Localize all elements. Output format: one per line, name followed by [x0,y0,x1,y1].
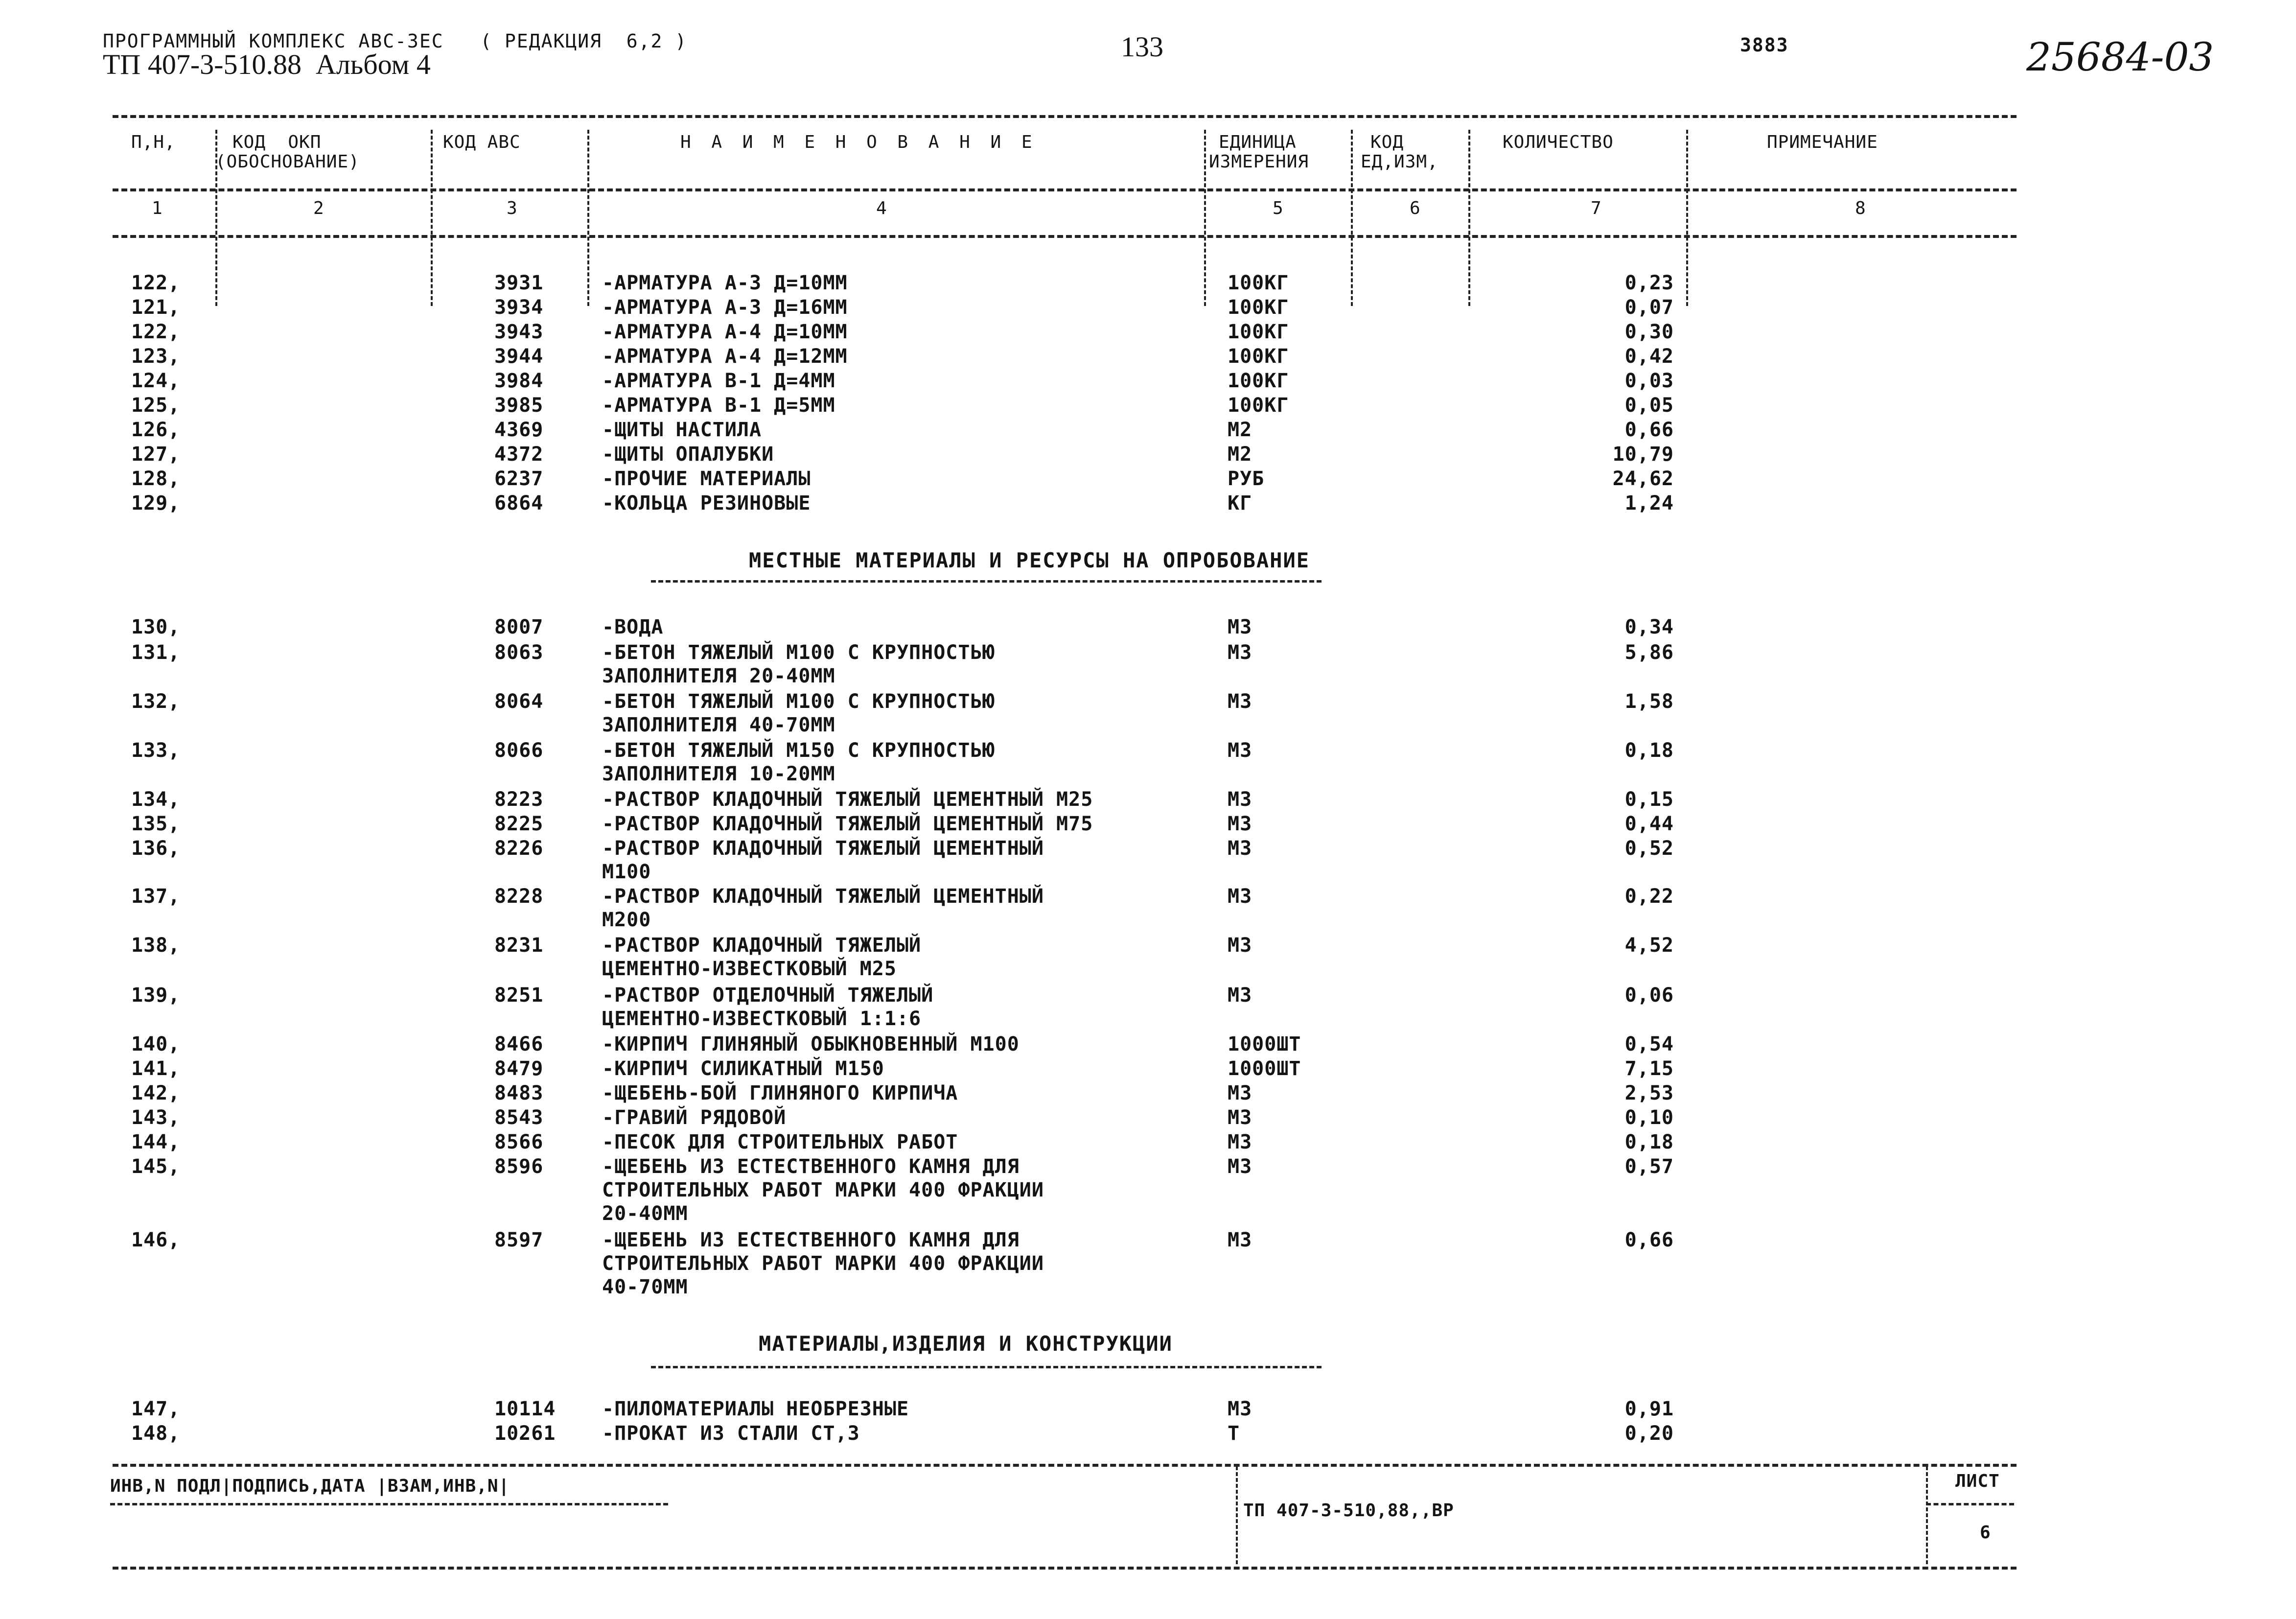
col-header-note: ПРИМЕЧАНИЕ [1767,132,1878,152]
row-quantity: 0,10 [1624,1106,1674,1129]
row-abc-code: 8064 [494,690,544,713]
col-header-unit-2: ИЗМЕРЕНИЯ [1209,152,1309,172]
row-unit: 100КГ [1228,272,1289,294]
row-abc-code: 8066 [494,739,544,762]
row-unit: М3 [1228,788,1252,811]
row-name-line: М100 [602,861,651,883]
row-number: 143, [131,1106,181,1129]
row-name-line: М200 [602,909,651,931]
row-quantity: 0,22 [1624,885,1674,908]
row-quantity: 0,44 [1624,813,1674,835]
page-number: 133 [1121,31,1163,63]
project-title: ТП 407-3-510.88 Альбом 4 [103,48,431,80]
row-quantity: 0,42 [1624,345,1674,368]
row-name-line: -БЕТОН ТЯЖЕЛЫЙ М100 С КРУПНОСТЬЮ [602,690,995,713]
row-unit: М3 [1228,1082,1252,1104]
row-quantity: 10,79 [1612,443,1674,466]
table-row [0,616,2296,640]
row-unit: 100КГ [1228,345,1289,368]
col-number-6: 6 [1410,198,1421,218]
row-name-line: -КИРПИЧ ГЛИНЯНЫЙ ОБЫКНОВЕННЫЙ М100 [602,1033,1020,1056]
row-quantity: 0,91 [1624,1398,1674,1420]
col-number-1: 1 [152,198,163,218]
table-row [0,1422,2296,1447]
section-underline [651,1366,1322,1368]
col-number-2: 2 [313,198,325,218]
row-name-line: -ЩЕБЕНЬ ИЗ ЕСТЕСТВЕННОГО КАМНЯ ДЛЯ [602,1155,1020,1178]
row-unit: М3 [1228,837,1252,860]
table-row [0,1082,2296,1106]
table-row [0,1229,2296,1298]
row-quantity: 7,15 [1624,1057,1674,1080]
row-number: 125, [131,394,181,417]
table-row [0,321,2296,345]
table-top-rule [113,115,2017,118]
row-abc-code: 8225 [494,813,544,835]
row-unit: РУБ [1228,468,1265,490]
row-quantity: 0,23 [1624,272,1674,294]
row-number: 129, [131,492,181,515]
row-abc-code: 8479 [494,1057,544,1080]
row-unit: М3 [1228,984,1252,1007]
row-quantity: 0,05 [1624,394,1674,417]
row-number: 139, [131,984,181,1007]
row-name-line: -КИРПИЧ СИЛИКАТНЫЙ М150 [602,1057,884,1080]
row-quantity: 0,07 [1624,296,1674,319]
row-unit: 100КГ [1228,321,1289,343]
table-row [0,813,2296,837]
row-name-line: -ВОДА [602,616,664,638]
col-number-7: 7 [1591,198,1602,218]
row-unit: М3 [1228,1155,1252,1178]
row-quantity: 0,52 [1624,837,1674,860]
col-header-unitcode-1: КОД [1370,132,1404,152]
row-abc-code: 8566 [494,1131,544,1153]
row-abc-code: 8226 [494,837,544,860]
table-row [0,492,2296,516]
stamp-doc-code: ТП 407-3-510,88,,ВР [1243,1501,1454,1521]
row-name-line: ЗАПОЛНИТЕЛЯ 10-20ММ [602,763,835,785]
row-name: -КОЛЬЦА РЕЗИНОВЫЕ [602,492,811,515]
stamp-left-rule [110,1503,668,1505]
row-number: 141, [131,1057,181,1080]
row-abc-code: 8223 [494,788,544,811]
col-header-abc: КОД АВС [443,132,521,152]
row-quantity: 5,86 [1624,641,1674,664]
row-unit: КГ [1228,492,1252,515]
row-abc-code: 8543 [494,1106,544,1129]
row-number: 127, [131,443,181,466]
row-abc-code: 8466 [494,1033,544,1056]
stamp-sep [1236,1466,1238,1564]
row-unit: 1000ШТ [1228,1057,1301,1080]
row-name-line: 40-70ММ [602,1276,688,1298]
row-unit: М3 [1228,1106,1252,1129]
row-number: 131, [131,641,181,664]
row-number: 126, [131,419,181,441]
table-row [0,345,2296,370]
row-unit: М3 [1228,885,1252,908]
row-quantity: 4,52 [1624,934,1674,957]
table-row [0,984,2296,1030]
col-number-8: 8 [1855,198,1866,218]
row-number: 123, [131,345,181,368]
row-name: -АРМАТУРА А-4 Д=10ММ [602,321,848,343]
table-row [0,1398,2296,1422]
row-name-line: -ЩЕБЕНЬ ИЗ ЕСТЕСТВЕННОГО КАМНЯ ДЛЯ [602,1229,1020,1251]
stamp-sheet-rule [1926,1503,2014,1505]
table-row [0,370,2296,394]
row-name: -ПРОКАТ ИЗ СТАЛИ СТ,3 [602,1422,860,1445]
col-header-okp-2: (ОБОСНОВАНИЕ) [215,152,360,172]
row-unit: 1000ШТ [1228,1033,1301,1056]
row-number: 140, [131,1033,181,1056]
row-name: -АРМАТУРА А-3 Д=10ММ [602,272,848,294]
stamp-sheet-number: 6 [1980,1523,1991,1543]
row-name-line: -ГРАВИЙ РЯДОВОЙ [602,1106,787,1129]
row-name: -АРМАТУРА В-1 Д=4ММ [602,370,835,392]
table-row [0,1155,2296,1225]
row-abc-code: 3931 [494,272,544,294]
stamp-sheet-label: ЛИСТ [1955,1471,2000,1491]
row-number: 121, [131,296,181,319]
row-quantity: 0,18 [1624,739,1674,762]
table-row [0,296,2296,321]
row-abc-code: 8063 [494,641,544,664]
row-abc-code: 3984 [494,370,544,392]
row-number: 138, [131,934,181,957]
row-number: 146, [131,1229,181,1251]
row-unit: М3 [1228,934,1252,957]
row-quantity: 0,20 [1624,1422,1674,1445]
row-unit: 100КГ [1228,370,1289,392]
row-number: 134, [131,788,181,811]
table-row [0,885,2296,931]
row-name-line: -РАСТВОР ОТДЕЛОЧНЫЙ ТЯЖЕЛЫЙ [602,984,934,1007]
row-name-line: -РАСТВОР КЛАДОЧНЫЙ ТЯЖЕЛЫЙ ЦЕМЕНТНЫЙ [602,885,1044,908]
table-row [0,788,2296,813]
row-name-line: -БЕТОН ТЯЖЕЛЫЙ М100 С КРУПНОСТЬЮ [602,641,995,664]
row-unit: М3 [1228,739,1252,762]
row-unit: М2 [1228,419,1252,441]
row-abc-code: 8597 [494,1229,544,1251]
row-abc-code: 6864 [494,492,544,515]
row-unit: М3 [1228,813,1252,835]
col-header-unit-1: ЕДИНИЦА [1219,132,1297,152]
page-code: 3883 [1740,34,1789,56]
row-quantity: 0,54 [1624,1033,1674,1056]
row-name-line: -РАСТВОР КЛАДОЧНЫЙ ТЯЖЕЛЫЙ ЦЕМЕНТНЫЙ [602,837,1044,860]
table-row [0,690,2296,736]
table-row [0,1057,2296,1082]
row-number: 132, [131,690,181,713]
row-number: 136, [131,837,181,860]
row-number: 122, [131,272,181,294]
table-row [0,1131,2296,1155]
row-number: 145, [131,1155,181,1178]
row-number: 137, [131,885,181,908]
row-name: -ЩИТЫ НАСТИЛА [602,419,762,441]
row-unit: М3 [1228,1398,1252,1420]
row-number: 135, [131,813,181,835]
row-name-line: -ПЕСОК ДЛЯ СТРОИТЕЛЬНЫХ РАБОТ [602,1131,958,1153]
row-quantity: 24,62 [1612,468,1674,490]
row-abc-code: 4372 [494,443,544,466]
table-row [0,1033,2296,1057]
handwritten-number: 25684-03 [2026,34,2214,80]
row-quantity: 0,03 [1624,370,1674,392]
row-abc-code: 10261 [494,1422,556,1445]
section-title-local-materials: МЕСТНЫЕ МАТЕРИАЛЫ И РЕСУРСЫ НА ОПРОБОВАНИЕ [749,548,1310,572]
row-name-line: ЦЕМЕНТНО-ИЗВЕСТКОВЫЙ М25 [602,958,897,980]
row-abc-code: 8228 [494,885,544,908]
col-header-qty: КОЛИЧЕСТВО [1503,132,1614,152]
row-unit: Т [1228,1422,1240,1445]
row-unit: М3 [1228,641,1252,664]
stamp-bottom-rule [113,1567,2017,1570]
header-mid-rule [113,188,2017,191]
stamp-top-rule [113,1464,2017,1467]
row-name: -АРМАТУРА А-4 Д=12ММ [602,345,848,368]
col-header-num: П,Н, [131,132,176,152]
row-quantity: 0,30 [1624,321,1674,343]
row-name-line: 20-40ММ [602,1202,688,1225]
row-unit: М3 [1228,1131,1252,1153]
row-unit: М3 [1228,616,1252,638]
section-underline [651,580,1322,583]
row-number: 124, [131,370,181,392]
row-quantity: 0,57 [1624,1155,1674,1178]
row-abc-code: 8596 [494,1155,544,1178]
row-name-line: -РАСТВОР КЛАДОЧНЫЙ ТЯЖЕЛЫЙ [602,934,922,957]
row-abc-code: 8231 [494,934,544,957]
row-unit: М2 [1228,443,1252,466]
row-quantity: 2,53 [1624,1082,1674,1104]
row-number: 148, [131,1422,181,1445]
row-unit: М3 [1228,1229,1252,1251]
row-quantity: 0,06 [1624,984,1674,1007]
row-quantity: 0,34 [1624,616,1674,638]
row-name-line: СТРОИТЕЛЬНЫХ РАБОТ МАРКИ 400 ФРАКЦИИ [602,1179,1044,1201]
col-number-4: 4 [876,198,887,218]
row-quantity: 0,15 [1624,788,1674,811]
table-row [0,272,2296,296]
section-title-materials-products: МАТЕРИАЛЫ,ИЗДЕЛИЯ И КОНСТРУКЦИИ [759,1332,1173,1356]
row-number: 122, [131,321,181,343]
row-name-line: ЗАПОЛНИТЕЛЯ 20-40ММ [602,665,835,687]
row-quantity: 0,66 [1624,419,1674,441]
row-name-line: -ЩЕБЕНЬ-БОЙ ГЛИНЯНОГО КИРПИЧА [602,1082,958,1104]
row-number: 133, [131,739,181,762]
table-row [0,837,2296,883]
row-quantity: 0,18 [1624,1131,1674,1153]
row-abc-code: 10114 [494,1398,556,1420]
program-header: ПРОГРАММНЫЙ КОМПЛЕКС АВС-3ЕС ( РЕДАКЦИЯ 6,2 ) [103,30,688,52]
row-name: -АРМАТУРА А-3 Д=16ММ [602,296,848,319]
header-bottom-rule [113,235,2017,238]
col-header-unitcode-2: ЕД,ИЗМ, [1361,152,1438,172]
stamp-left-header: ИНВ,N ПОДЛ|ПОДПИСЬ,ДАТА |ВЗАМ,ИНВ,N| [110,1476,510,1496]
row-abc-code: 8483 [494,1082,544,1104]
table-row [0,641,2296,687]
table-row [0,739,2296,785]
row-name: -ЩИТЫ ОПАЛУБКИ [602,443,774,466]
row-number: 142, [131,1082,181,1104]
row-name: -ПРОЧИЕ МАТЕРИАЛЫ [602,468,811,490]
row-abc-code: 3944 [494,345,544,368]
row-name-line: ЗАПОЛНИТЕЛЯ 40-70ММ [602,714,835,736]
row-name-line: ЦЕМЕНТНО-ИЗВЕСТКОВЫЙ 1:1:6 [602,1008,922,1030]
row-abc-code: 8251 [494,984,544,1007]
row-number: 130, [131,616,181,638]
table-row [0,419,2296,443]
table-row [0,1106,2296,1131]
row-name: -АРМАТУРА В-1 Д=5ММ [602,394,835,417]
row-name-line: -БЕТОН ТЯЖЕЛЫЙ М150 С КРУПНОСТЬЮ [602,739,995,762]
row-quantity: 1,58 [1624,690,1674,713]
row-number: 144, [131,1131,181,1153]
row-abc-code: 3934 [494,296,544,319]
table-row [0,468,2296,492]
col-number-3: 3 [507,198,518,218]
row-name-line: -РАСТВОР КЛАДОЧНЫЙ ТЯЖЕЛЫЙ ЦЕМЕНТНЫЙ М25 [602,788,1093,811]
row-abc-code: 8007 [494,616,544,638]
row-name: -ПИЛОМАТЕРИАЛЫ НЕОБРЕЗНЫЕ [602,1398,909,1420]
table-row [0,394,2296,419]
col-number-5: 5 [1273,198,1284,218]
table-row [0,443,2296,468]
row-unit: 100КГ [1228,296,1289,319]
row-name-line: -РАСТВОР КЛАДОЧНЫЙ ТЯЖЕЛЫЙ ЦЕМЕНТНЫЙ М75 [602,813,1093,835]
stamp-sep [1926,1466,1928,1564]
row-abc-code: 3943 [494,321,544,343]
table-row [0,934,2296,980]
row-unit: М3 [1228,690,1252,713]
row-number: 147, [131,1398,181,1420]
col-header-name: Н А И М Е Н О В А Н И Е [680,132,1037,152]
row-quantity: 1,24 [1624,492,1674,515]
row-name-line: СТРОИТЕЛЬНЫХ РАБОТ МАРКИ 400 ФРАКЦИИ [602,1252,1044,1275]
row-unit: 100КГ [1228,394,1289,417]
row-quantity: 0,66 [1624,1229,1674,1251]
row-number: 128, [131,468,181,490]
col-header-okp-1: КОД ОКП [232,132,322,152]
row-abc-code: 3985 [494,394,544,417]
row-abc-code: 6237 [494,468,544,490]
row-abc-code: 4369 [494,419,544,441]
